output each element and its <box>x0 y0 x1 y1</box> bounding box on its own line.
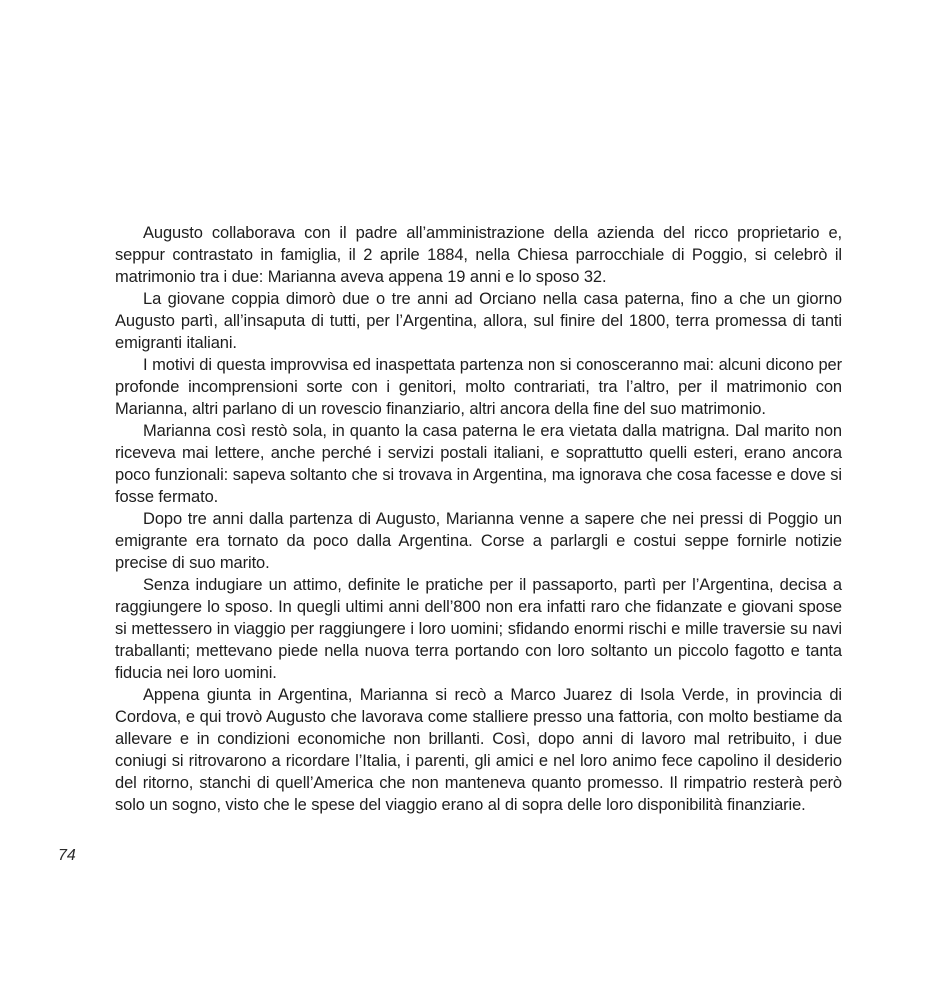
paragraph: La giovane coppia dimorò due o tre anni ad Orciano nella casa paterna, fino a che un giorno Augusto partì, all’insaputa di tutti, per l’Argentina, allora, sul finire del 1800, terra promessa di tanti emigranti italiani. <box>115 290 842 352</box>
paragraph: Appena giunta in Argentina, Marianna si recò a Marco Juarez di Isola Verde, in provincia di Cordova, e qui trovò Augusto che lavorava come stalliere presso una fattoria, con molto bestiame da allevare e in condizioni economiche non brillanti. Così, dopo anni di lavoro mal retribuito, i due coniugi si ritrovarono a ricordare l’Italia, i parenti, gli amici e nel loro animo fece capolino il desiderio del ritorno, stanchi di quell’America che non manteneva quanto promesso. Il rimpatrio resterà però solo un sogno, visto che le spese del viaggio erano al di sopra delle loro disponibilità finanziarie. <box>115 686 842 814</box>
body-text <box>115 222 842 816</box>
paragraph: Augusto collaborava con il padre all’amministrazione della azienda del ricco proprietario e, seppur contrastato in famiglia, il 2 aprile 1884, nella Chiesa parrocchiale di Poggio, si celebrò il matrimonio tra i due: Marianna aveva appena 19 anni e lo sposo 32. <box>115 224 842 286</box>
paragraph: Senza indugiare un attimo, definite le pratiche per il passaporto, partì per l’Argentina, decisa a raggiungere lo sposo. In quegli ultimi anni dell’800 non era infatti raro che fidanzate e giovani spose si mettessero in viaggio per raggiungere i loro uomini; sfidando enormi rischi e mille traversie su navi traballanti; mettevano piede nella nuova terra portando con loro soltanto un piccolo fagotto e tanta fiducia nei loro uomini. <box>115 576 842 682</box>
paragraph: Dopo tre anni dalla partenza di Augusto, Marianna venne a sapere che nei pressi di Poggio un emigrante era tornato da poco dalla Argentina. Corse a parlargli e costui seppe fornirle notizie precise di suo marito. <box>115 510 842 572</box>
page-number: 74 <box>58 847 76 864</box>
paragraph: I motivi di questa improvvisa ed inaspettata partenza non si conosceranno mai: alcuni dicono per profonde incomprensioni sorte con i genitori, molto contrariati, tra l’altro, per il matrimonio con Marianna, altri parlano di un rovescio finanziario, altri ancora della fine del suo matrimonio. <box>115 356 842 418</box>
paragraph: Marianna così restò sola, in quanto la casa paterna le era vietata dalla matrigna. Dal marito non riceveva mai lettere, anche perché i servizi postali italiani, e soprattutto quelli esteri, erano ancora poco funzionali: sapeva soltanto che si trovava in Argentina, ma ignorava che cosa facesse e dove si fosse fermato. <box>115 422 842 506</box>
